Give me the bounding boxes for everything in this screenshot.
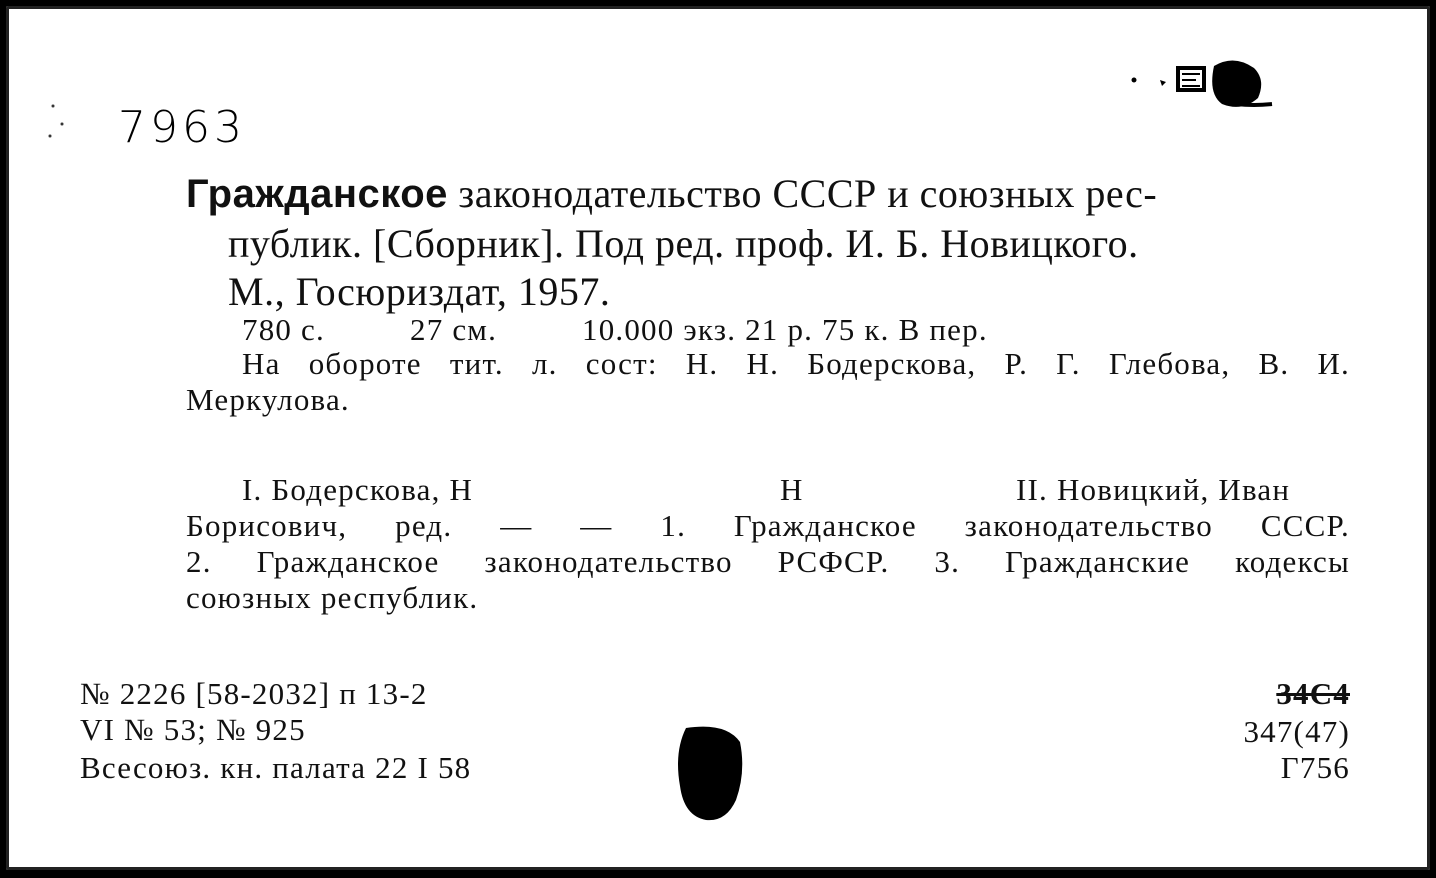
catalog-card <box>6 6 1430 870</box>
ink-blot <box>676 726 744 822</box>
stamp-mark <box>1126 58 1276 114</box>
tracing-part-3: II. Новицкий, Иван <box>1016 472 1291 507</box>
footer-left-line-3: Всесоюз. кн. палата 22 I 58 <box>80 750 472 785</box>
title-line-3: М., Госюриздат, 1957. <box>228 269 611 314</box>
corner-specks <box>44 94 74 154</box>
card-number: 7963 <box>118 102 246 153</box>
tracing-part-2: Н <box>780 472 804 507</box>
title-line-1 <box>186 170 1346 217</box>
footer-right-line-1: 34С4 <box>1276 676 1350 711</box>
physical-copies-price: 10.000 экз. 21 р. 75 к. В пер. <box>582 312 988 347</box>
note-line-1: На обороте тит. л. сост: Н. Н. Бодерскова, Р. Г. Глебова, В. И. <box>242 346 1350 381</box>
footer-right-line-3: Г756 <box>1280 750 1350 785</box>
note-line-2: Меркулова. <box>186 382 350 417</box>
footer-left-line-2: VI № 53; № 925 <box>80 712 306 747</box>
tracing-line-3: 2. Гражданское законодательство РСФСР. 3. Гражданские кодексы <box>186 544 1350 579</box>
title-line-1-rest: законодательство СССР и союзных рес- <box>458 171 1158 216</box>
footer-left-line-1: № 2226 [58-2032] п 13-2 <box>80 676 428 711</box>
footer-right-line-2: 347(47) <box>1243 714 1350 749</box>
physical-size: 27 см. <box>410 312 498 347</box>
tracing-line-2: Борисович, ред. — — 1. Гражданское законодательство СССР. <box>186 508 1350 543</box>
physical-pages: 780 с. <box>242 312 325 347</box>
title-bold: Гражданское <box>186 172 448 216</box>
tracing-line-4: союзных республик. <box>186 580 479 615</box>
title-line-2: публик. [Сборник]. Под ред. проф. И. Б. Новицкого. <box>228 221 1139 266</box>
tracing-part-1: I. Бодерскова, Н <box>242 472 474 507</box>
